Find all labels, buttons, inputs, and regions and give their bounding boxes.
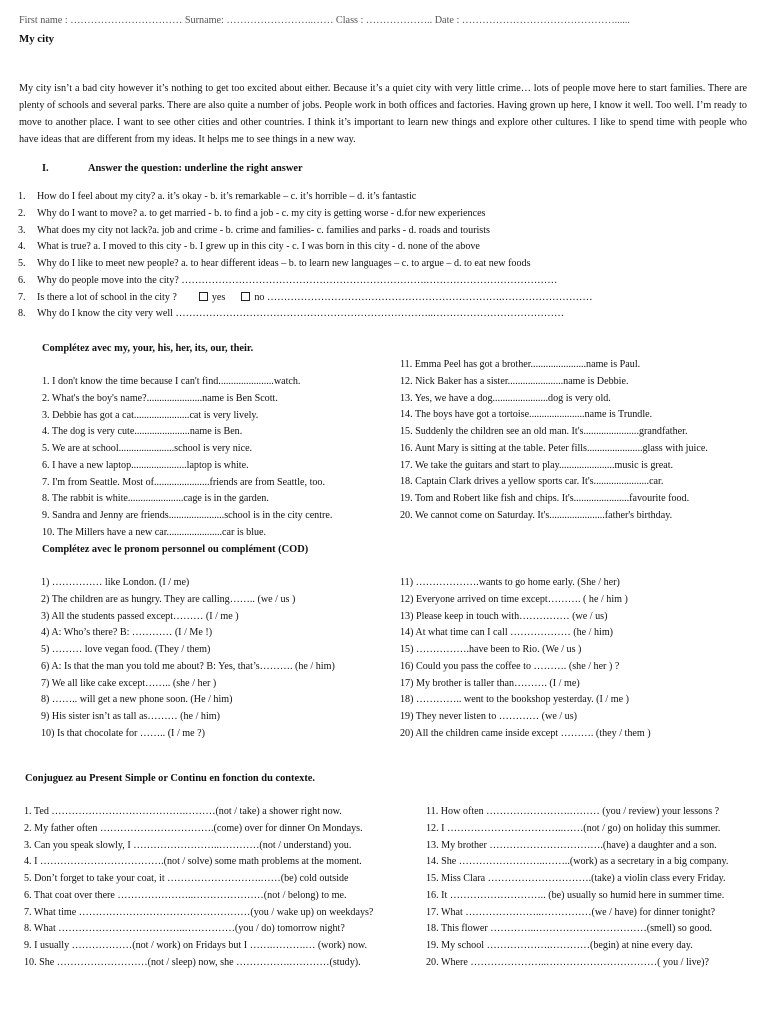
exercise-item: 12) Everyone arrived on time except………. ( he / him ) — [400, 593, 628, 605]
question-number: 1. — [18, 191, 26, 202]
exercise-item: 5. We are at school......................school is very nice. — [42, 443, 253, 454]
exercise-item: 4. I ……………………………….(not / solve) some math problems at the moment. — [24, 856, 362, 868]
exercise-item: 8. The rabbit is white......................cage is in the garden. — [42, 493, 269, 505]
exercise-item: 8) …….. will get a new phone soon. (He / him) — [41, 694, 233, 706]
exercise-item: 2) The children are as hungry. They are calling…….. (we / us ) — [41, 593, 296, 605]
exercise-item: 4) A: Who’s there? B: ………… (I / Me !) — [41, 627, 213, 639]
exercise-item: 15. Miss Clara ………………………….(take) a violin class every Friday. — [426, 873, 726, 884]
question-text: What does my city not lack?a. job and crime - b. crime and families- c. families and parks - d. roads and tourists — [37, 224, 490, 236]
exercise-item: 7) We all like cake except…….. (she / her ) — [41, 677, 217, 689]
page-title: My city — [19, 33, 55, 45]
no-label: no — [254, 291, 265, 303]
section-1-numeral: I. — [42, 163, 49, 174]
question-2 — [18, 206, 593, 223]
exercise-item: 17) My brother is taller than………. (I / me) — [400, 677, 580, 689]
exercise-item: 3. Debbie has got a cat......................cat is very lively. — [42, 409, 259, 421]
exercise-item: 12. Nick Baker has a sister......................name is Debbie. — [400, 375, 629, 387]
conjugation-exercise-left — [24, 804, 373, 972]
question-8 — [18, 306, 593, 323]
exercise-item: 2. My father often …………………………….(come) over for dinner On Mondays. — [24, 822, 363, 834]
exercise-item: 20) All the children came inside except ………. (they / them ) — [400, 727, 651, 739]
exercise-item: 6. That coat over there …………………..…………………(not / belong) to me. — [24, 889, 347, 901]
question-7 — [18, 290, 593, 307]
section-4-heading: Conjuguez au Present Simple or Continu en fonction du contexte. — [25, 773, 315, 784]
possessive-exercise-right — [400, 357, 708, 525]
exercise-item: 16. It ……………………….. (be) usually so humid here in summer time. — [426, 889, 725, 901]
no-checkbox[interactable] — [241, 292, 250, 301]
question-number: 2. — [18, 207, 26, 219]
exercise-item: 13) Please keep in touch with…………… (we / us) — [400, 610, 608, 622]
exercise-item: 16) Could you pass the coffee to ………. (she / her ) ? — [400, 660, 620, 672]
exercise-item: 11. Emma Peel has got a brother......................name is Paul. — [400, 359, 641, 370]
exercise-item: 8. What ………………………………..……………(you / do) tomorrow night? — [24, 923, 345, 935]
exercise-item: 20. Where …………………..……………………………( you / live)? — [426, 956, 709, 968]
section-3-heading: Complétez avec le pronom personnel ou complément (COD) — [42, 544, 309, 555]
exercise-item: 9) His sister isn’t as tall as……… (he / him) — [41, 711, 220, 722]
question-4 — [18, 239, 593, 256]
student-info-line: First name : …………………………… Surname: ……………………..…… Class : ……………….. Date : ………………………………………...... — [19, 15, 630, 26]
exercise-item: 7. I'm from Seattle. Most of......................friends are from Seattle, too. — [42, 476, 325, 488]
exercise-item: 15. Suddenly the children see an old man. It's......................grandfather. — [400, 426, 688, 437]
question-text: Why do people move into the city? ……………………………………………………………….………………………………… — [37, 274, 558, 286]
exercise-item: 3) All the students passed except……… (I / me ) — [41, 610, 239, 622]
question-text: How do I feel about my city? a. it’s okay - b. it’s remarkable – c. it’s horrible – d. it’s fantastic — [37, 191, 417, 202]
question-list — [18, 189, 593, 323]
yes-checkbox[interactable] — [199, 292, 208, 301]
exercise-item: 19. My school ……………….…………(begin) at nine every day. — [426, 940, 693, 951]
question-number: 4. — [18, 241, 26, 253]
question-text: Why do I want to move? a. to get married - b. to find a job - c. my city is getting worse - d.for new experiences — [37, 207, 486, 219]
exercise-item: 10. The Millers have a new car......................car is blue. — [42, 526, 267, 538]
exercise-item: 17. We take the guitars and start to play......................music is great. — [400, 459, 674, 471]
exercise-item: 15) …………….have been to Rio. (We / us ) — [400, 644, 582, 655]
question-number: 8. — [18, 308, 26, 320]
exercise-item: 11. How often …………………….……… (you / review) your lessons ? — [426, 806, 720, 817]
exercise-item: 10) Is that chocolate for …….. (I / me ?) — [41, 727, 205, 739]
exercise-item: 20. We cannot come on Saturday. It's......................father's birthday. — [400, 509, 673, 521]
question-number: 7. — [18, 291, 26, 303]
answer-dots: …………………………………………………………….……………………… — [266, 291, 593, 303]
exercise-item: 5. Don’t forget to take your coat, it ……………………….……(be) cold outside — [24, 873, 349, 884]
possessive-exercise-left — [42, 374, 332, 542]
exercise-item: 13. Yes, we have a dog......................dog is very old. — [400, 392, 611, 404]
pronoun-exercise-left — [41, 575, 335, 743]
pronoun-exercise-right — [400, 575, 651, 743]
exercise-item: 1. I don't know the time because I can't find......................watch. — [42, 376, 301, 387]
question-text: Why do I know the city very well …………………………………………………………………..………………………………… — [37, 308, 565, 320]
exercise-item: 1) …………… like London. (I / me) — [41, 577, 190, 588]
exercise-item: 9. Sandra and Jenny are friends......................school is in the city centre. — [42, 510, 333, 521]
exercise-item: 4. The dog is very cute......................name is Ben. — [42, 426, 243, 438]
section-2-heading: Complétez avec my, your, his, her, its, our, their. — [42, 343, 254, 354]
question-1 — [18, 189, 593, 206]
question-text: What is true? a. I moved to this city - b. I grew up in this city - c. I was born in this city - d. none of the above — [37, 241, 480, 253]
exercise-item: 18) ………….. went to the bookshop yesterday. (I / me ) — [400, 694, 629, 706]
exercise-item: 6. I have a new laptop......................laptop is white. — [42, 459, 249, 471]
exercise-item: 13. My brother …………………………….(have) a daughter and a son. — [426, 839, 717, 851]
exercise-item: 19. Tom and Robert like fish and chips. It's......................favourite food. — [400, 493, 690, 504]
exercise-item: 10. She ………………………(not / sleep) now, she …………….…………(study). — [24, 956, 361, 968]
question-3 — [18, 223, 593, 240]
exercise-item: 7. What time ……………………………………………(you / wake up) on weekdays? — [24, 906, 374, 918]
exercise-item: 9. I usually ………………(not / work) on Fridays but I …….……….… (work) now. — [24, 940, 368, 951]
exercise-item: 2. What's the boy's name?......................name is Ben Scott. — [42, 392, 278, 404]
conjugation-exercise-right — [426, 804, 728, 972]
exercise-item: 12. I ……………………………..……(not / go) on holiday this summer. — [426, 822, 721, 834]
exercise-item: 1. Ted ………………………………….………(not / take) a shower right now. — [24, 806, 342, 817]
question-text: Why do I like to meet new people? a. to hear different ideas – b. to learn new languages – c. to argue – d. to eat new foods — [37, 258, 531, 269]
exercise-item: 19) They never listen to ………… (we / us) — [400, 711, 577, 722]
exercise-item: 16. Aunt Mary is sitting at the table. Peter fills......................glass with juice. — [400, 442, 708, 454]
question-6 — [18, 273, 593, 290]
exercise-item: 6) A: Is that the man you told me about? B: Yes, that’s………. (he / him) — [41, 660, 335, 672]
question-5 — [18, 256, 593, 273]
question-number: 3. — [18, 224, 26, 236]
exercise-item: 3. Can you speak slowly, I ……………………..…………(not / understand) you. — [24, 839, 352, 851]
exercise-item: 11) ……………….wants to go home early. (She / her) — [400, 577, 620, 588]
question-number: 6. — [18, 274, 26, 286]
yes-label: yes — [211, 291, 226, 303]
section-1-heading: Answer the question: underline the right answer — [88, 163, 303, 174]
exercise-item: 14. The boys have got a tortoise......................name is Trundle. — [400, 409, 653, 421]
exercise-item: 14. She ……………………..……..(work) as a secretary in a big company. — [426, 856, 729, 868]
exercise-item: 18. This flower …………..……………………………(smell) so good. — [426, 923, 713, 935]
exercise-item: 14) At what time can I call ……………… (he / him) — [400, 627, 614, 639]
question-number: 5. — [18, 258, 26, 269]
exercise-item: 18. Captain Clark drives a yellow sports car. It's......................car. — [400, 476, 664, 488]
exercise-item: 5) ……… love vegan food. (They / them) — [41, 644, 211, 655]
question-text: Is there a lot of school in the city ? — [37, 291, 177, 303]
exercise-item: 17. What …………………..……………(we / have) for dinner tonight? — [426, 906, 716, 918]
reading-passage: My city isn’t a bad city however it’s nothing to get too excited about either. Because it’s a quiet city with very little crime… lots of people move here to start families. There are plenty of schools and several parks. There are also quite a number of jobs. People work in both offices and factories. Having grown up here, I know it well. Too well. I’m ready to move to another place. I want to see other cities and other countries. I think it’s important to learn new things and explore other cultures. I like to spend time with people who have ideas that are different from my ideas. It helps me to see things in a new way. — [19, 83, 747, 145]
